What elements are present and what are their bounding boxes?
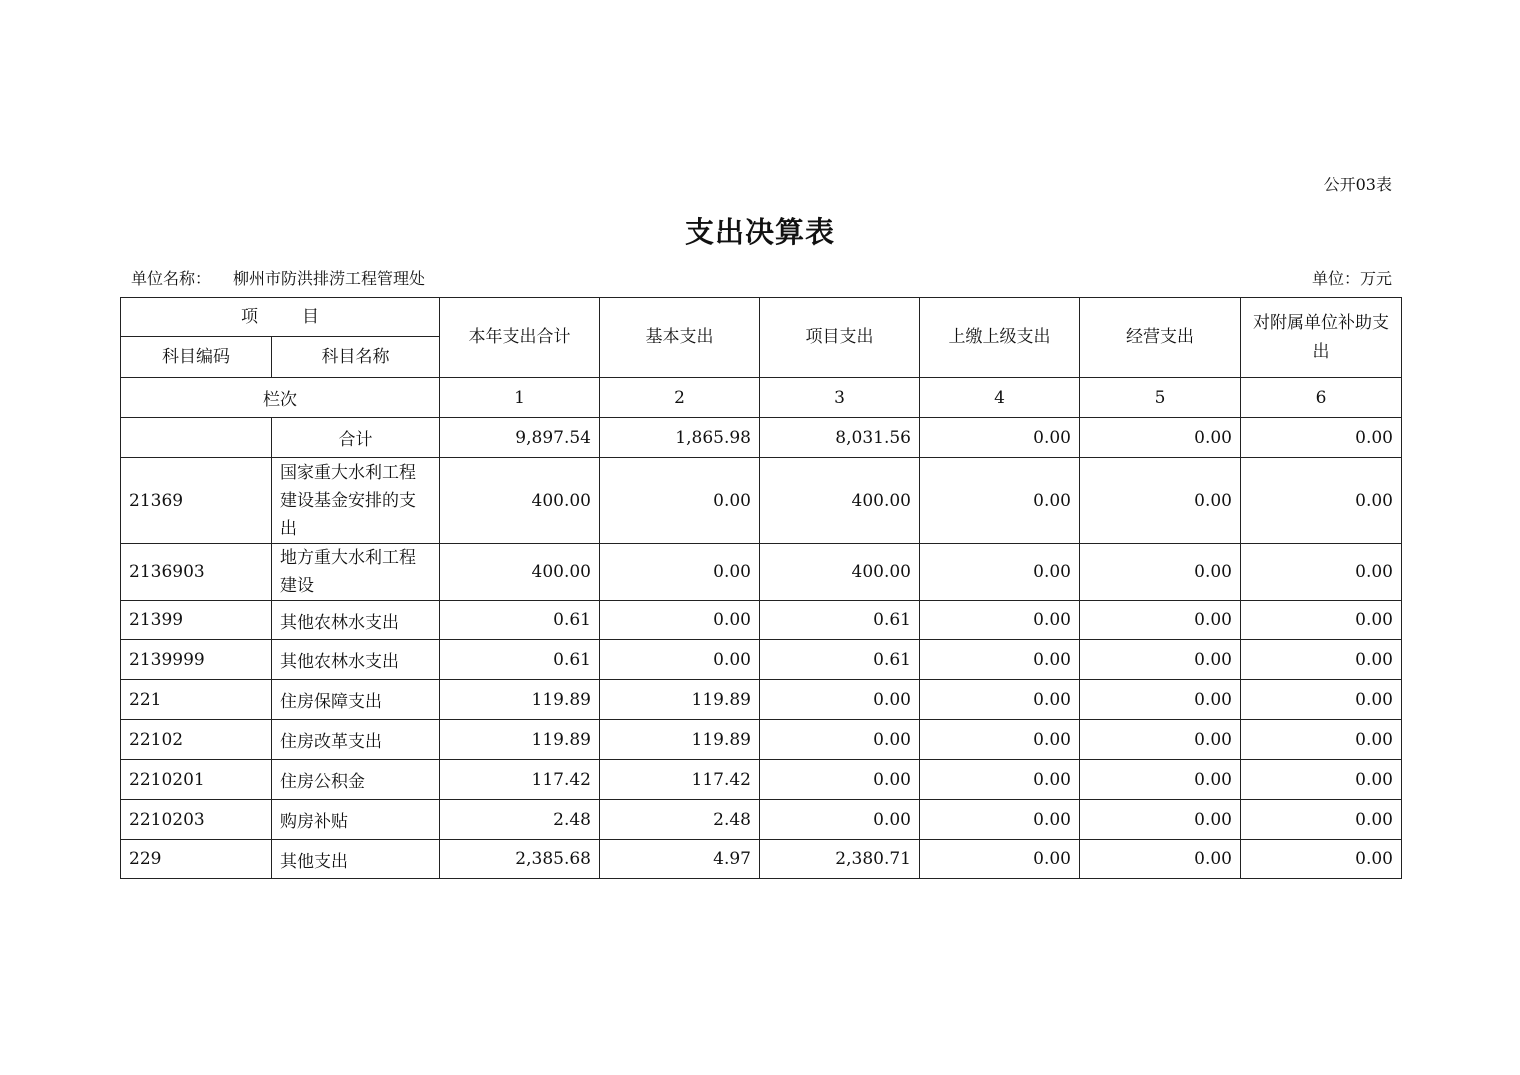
header-project: 项目支出 [760,298,920,378]
subject-code: 221 [121,680,272,720]
subject-code: 2210201 [121,760,272,800]
form-number: 公开03表 [1323,175,1392,194]
cell-value: 0.00 [920,720,1080,760]
cell-value: 117.42 [600,760,760,800]
item-header-b: 目 [302,306,319,327]
subject-name: 国家重大水利工程建设基金安排的支出 [272,458,440,544]
subject-name: 住房保障支出 [272,680,440,720]
page-title: 支出决算表 [684,215,835,249]
subject-name: 地方重大水利工程建设 [272,544,440,601]
col-num: 4 [920,378,1080,418]
cell-value: 2.48 [600,800,760,840]
cell-value: 0.61 [760,601,920,640]
item-header-a: 项 [241,306,258,327]
cell-value: 0.00 [1241,601,1402,640]
subject-name: 其他支出 [272,840,440,879]
cell-value: 0.00 [1241,458,1402,544]
item-header [121,298,440,337]
table-row [121,458,1402,544]
cell-value: 0.00 [920,640,1080,680]
cell-value: 2,385.68 [440,840,600,879]
cell-value: 2.48 [440,800,600,840]
cell-value: 0.00 [920,458,1080,544]
cell-value: 0.61 [440,601,600,640]
cell-value: 119.89 [440,680,600,720]
subject-name: 住房改革支出 [272,720,440,760]
total-value: 0.00 [920,418,1080,458]
cell-value: 0.00 [600,640,760,680]
cell-value: 119.89 [600,720,760,760]
table-row [121,720,1402,760]
total-value: 1,865.98 [600,418,760,458]
subject-code: 22102 [121,720,272,760]
col-num: 2 [600,378,760,418]
cell-value: 400.00 [760,458,920,544]
col-num: 6 [1241,378,1402,418]
cell-value: 117.42 [440,760,600,800]
header-total: 本年支出合计 [440,298,600,378]
total-value: 0.00 [1241,418,1402,458]
cell-value: 0.00 [600,601,760,640]
cell-value: 0.00 [1241,640,1402,680]
cell-value: 0.00 [760,800,920,840]
col-num: 5 [1080,378,1241,418]
currency-unit: 单位：万元 [1311,269,1392,288]
cell-value: 0.00 [760,680,920,720]
cell-value: 0.00 [1241,760,1402,800]
cell-value: 0.00 [1080,760,1241,800]
col-num: 3 [760,378,920,418]
cell-value: 0.00 [920,760,1080,800]
cell-value: 0.61 [440,640,600,680]
cell-value: 0.00 [920,601,1080,640]
cell-value: 0.00 [1080,640,1241,680]
cell-value: 119.89 [600,680,760,720]
table-row [121,544,1402,601]
subject-name: 住房公积金 [272,760,440,800]
table-row [121,601,1402,640]
cell-value: 0.00 [600,458,760,544]
cell-value: 0.00 [1241,720,1402,760]
cell-value: 0.00 [1080,840,1241,879]
header-subsidiary: 对附属单位补助支出 [1241,298,1402,378]
subject-code: 2139999 [121,640,272,680]
cell-value: 0.00 [760,760,920,800]
table-row [121,800,1402,840]
header-code: 科目编码 [121,337,272,378]
subject-name: 购房补贴 [272,800,440,840]
subject-code: 21399 [121,601,272,640]
unit-info [131,266,425,289]
cell-value: 0.00 [1241,840,1402,879]
cell-value: 0.00 [920,544,1080,601]
expenditure-table [120,297,1402,879]
total-label: 合计 [272,418,440,458]
cell-value: 0.00 [1241,800,1402,840]
subject-code: 2210203 [121,800,272,840]
total-row [121,418,1402,458]
cell-value: 0.00 [1241,544,1402,601]
cell-value: 0.61 [760,640,920,680]
subject-code: 229 [121,840,272,879]
cell-value: 400.00 [760,544,920,601]
total-value: 0.00 [1080,418,1241,458]
cell-value: 4.97 [600,840,760,879]
cell-value: 0.00 [600,544,760,601]
header-upper: 上缴上级支出 [920,298,1080,378]
subject-code: 21369 [121,458,272,544]
total-value: 8,031.56 [760,418,920,458]
total-code [121,418,272,458]
total-value: 9,897.54 [440,418,600,458]
table-row [121,760,1402,800]
table-row [121,640,1402,680]
cell-value: 2,380.71 [760,840,920,879]
cell-value: 119.89 [440,720,600,760]
unit-name-label: 单位名称： [131,269,212,288]
col-num: 1 [440,378,600,418]
cell-value: 0.00 [1080,720,1241,760]
cell-value: 0.00 [920,840,1080,879]
cell-value: 0.00 [1080,544,1241,601]
header-business: 经营支出 [1080,298,1241,378]
cell-value: 0.00 [920,800,1080,840]
cell-value: 0.00 [760,720,920,760]
cell-value: 400.00 [440,458,600,544]
unit-name-value: 柳州市防洪排涝工程管理处 [233,269,426,288]
row-index-label: 栏次 [121,378,440,418]
cell-value: 0.00 [1080,601,1241,640]
header-basic: 基本支出 [600,298,760,378]
cell-value: 0.00 [1080,680,1241,720]
subject-code: 2136903 [121,544,272,601]
subject-name: 其他农林水支出 [272,640,440,680]
table-row [121,680,1402,720]
cell-value: 0.00 [1080,800,1241,840]
cell-value: 0.00 [920,680,1080,720]
header-subject-name: 科目名称 [272,337,440,378]
cell-value: 0.00 [1241,680,1402,720]
subject-name: 其他农林水支出 [272,601,440,640]
table-row [121,840,1402,879]
cell-value: 400.00 [440,544,600,601]
cell-value: 0.00 [1080,458,1241,544]
